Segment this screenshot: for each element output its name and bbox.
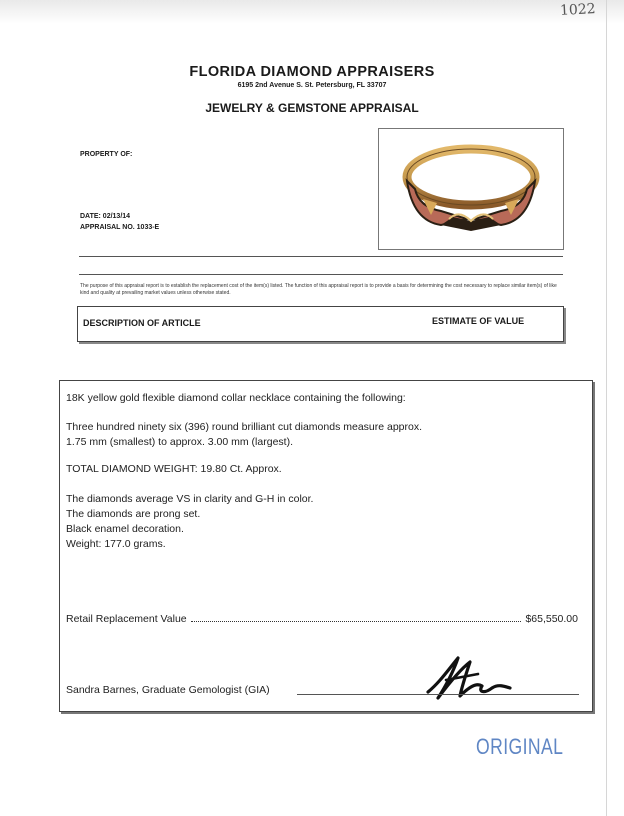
clarity-line: The diamonds average VS in clarity and G-H in color.: [66, 493, 314, 505]
retail-value-row: [66, 610, 578, 626]
diamond-description: [66, 420, 546, 450]
signature-line: [297, 694, 579, 695]
divider-line: [79, 274, 563, 275]
diamond-size-line: 1.75 mm (smallest) to approx. 3.00 mm (largest).: [66, 436, 293, 448]
property-of-label: PROPERTY OF:: [80, 151, 133, 158]
scan-shadow: [0, 0, 624, 24]
divider-line: [79, 256, 563, 257]
page-edge: [606, 0, 607, 816]
diamond-count-line: Three hundred ninety six (396) round brilliant cut diamonds measure approx.: [66, 421, 423, 433]
document-title: JEWELRY & GEMSTONE APPRAISAL: [205, 101, 419, 115]
purpose-statement: The purpose of this appraisal report is to establish the replacement cost of the item(s) listed. The function of this appraisal report is to provide a basis for determining the cost necessary to replace similar item(s) of like kind and quality at prevailing market values unless otherwise stated.: [80, 283, 557, 296]
gemologist-name: Sandra Barnes, Graduate Gemologist (GIA): [66, 684, 270, 696]
retail-value-label: Retail Replacement Value: [66, 613, 187, 625]
handwritten-number: 1022: [559, 1, 597, 19]
appraisal-number: APPRAISAL NO. 1033-E: [80, 224, 160, 231]
company-address: 6195 2nd Avenue S. St. Petersburg, FL 33707: [237, 82, 387, 89]
diamond-details: [66, 492, 546, 552]
decoration-line: Black enamel decoration.: [66, 523, 184, 535]
item-intro: 18K yellow gold flexible diamond collar necklace containing the following:: [66, 392, 406, 404]
dot-leader: [191, 610, 522, 622]
retail-value-amount: $65,550.00: [525, 613, 578, 625]
estimate-header: ESTIMATE OF VALUE: [432, 316, 525, 326]
gold-collar-necklace-photo: [379, 129, 563, 249]
weight-line: Weight: 177.0 grams.: [66, 538, 166, 550]
date-field: DATE: 02/13/14: [80, 213, 131, 220]
total-diamond-weight: TOTAL DIAMOND WEIGHT: 19.80 Ct. Approx.: [66, 463, 282, 475]
description-header: DESCRIPTION OF ARTICLE: [83, 318, 201, 328]
company-name: FLORIDA DIAMOND APPRAISERS: [189, 64, 435, 80]
original-stamp: ORIGINAL: [476, 734, 564, 759]
necklace-photo: [378, 128, 564, 250]
setting-line: The diamonds are prong set.: [66, 508, 201, 520]
